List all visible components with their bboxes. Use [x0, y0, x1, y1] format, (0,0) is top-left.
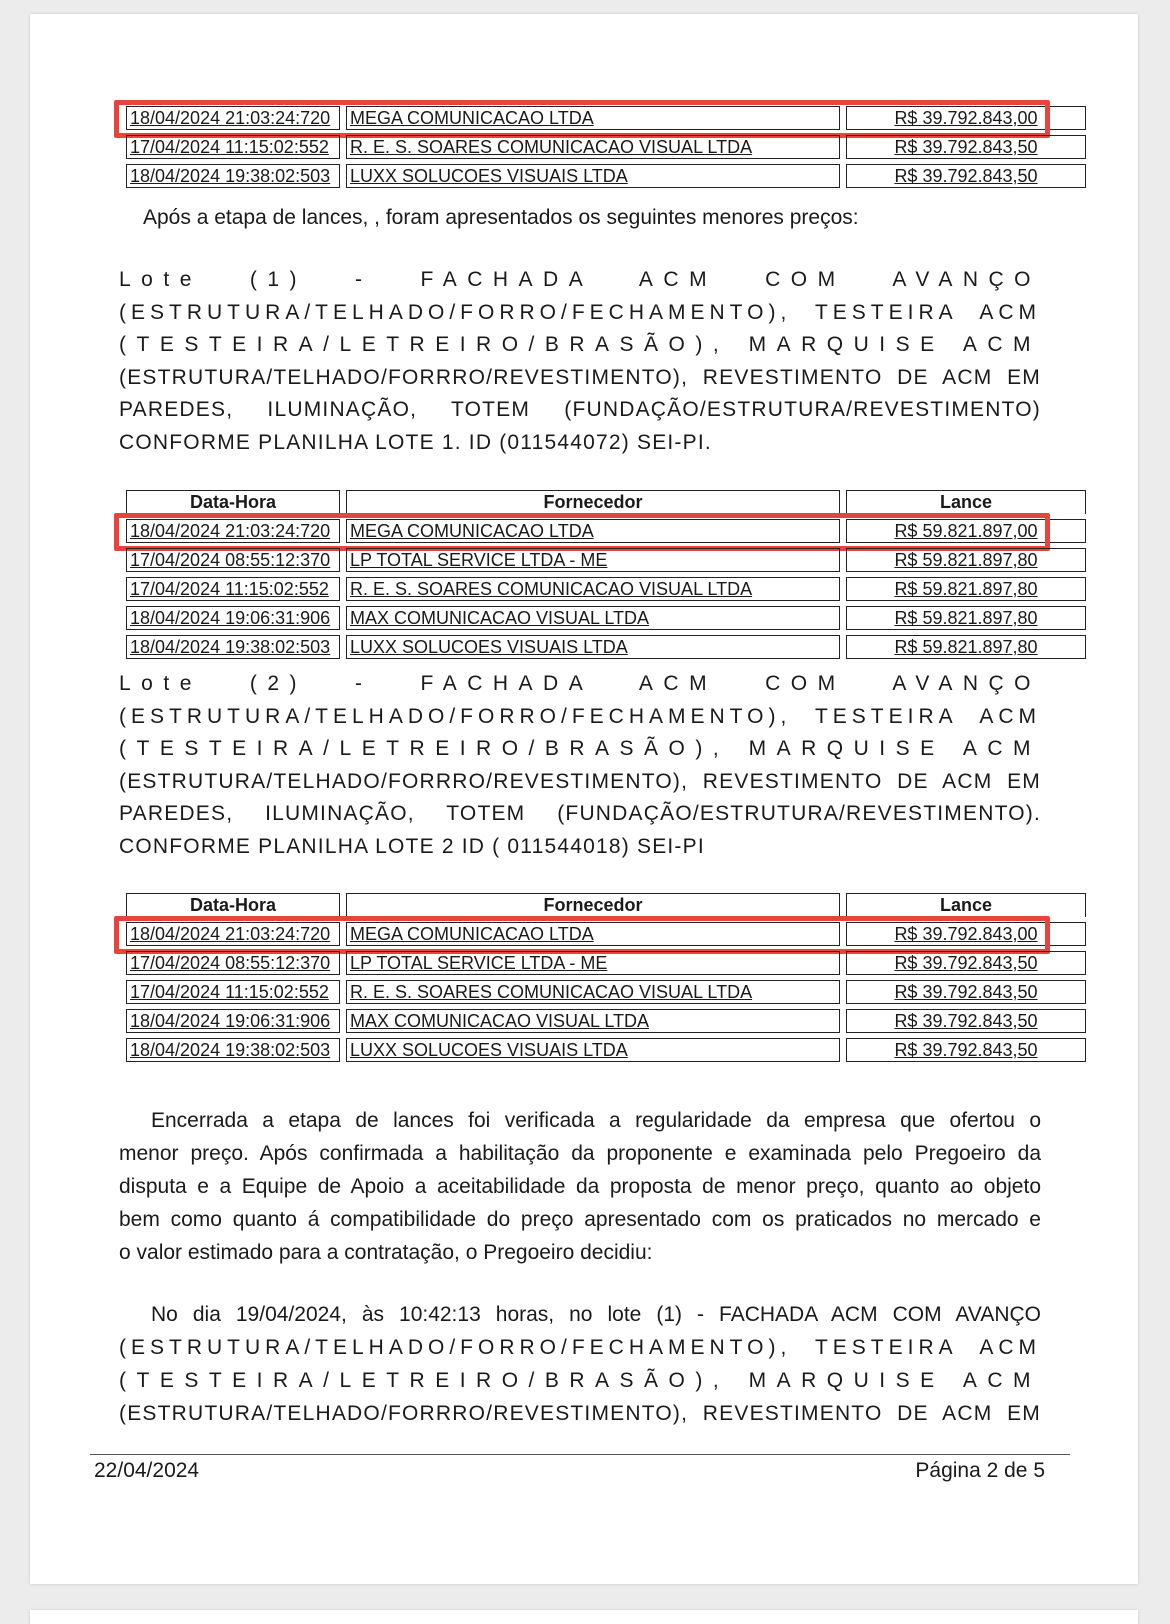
paragraph-line: (TESTEIRA/LETREIRO/BRASÃO), MARQUISE ACM [119, 1369, 1041, 1392]
cell-lance: R$ 59.821.897,80 [846, 635, 1086, 659]
cell-lance: R$ 39.792.843,00 [846, 922, 1086, 946]
bid-table-top [126, 106, 1086, 193]
cell-data-hora: 18/04/2024 21:03:24:720 [126, 922, 340, 946]
page-number: Página 2 de 5 [915, 1459, 1045, 1482]
cell-data-hora: 18/04/2024 21:03:24:720 [126, 519, 340, 543]
lote1-line: (TESTEIRA/LETREIRO/BRASÃO), MARQUISE ACM [119, 333, 1041, 356]
intro-paragraph [143, 201, 1170, 234]
paragraph-line: disputa e a Equipe de Apoio a aceitabilidade da proposta de menor preço, quanto ao objeto [119, 1175, 1041, 1198]
decisao-paragraph [119, 1298, 1041, 1430]
cell-fornecedor: LP TOTAL SERVICE LTDA - ME [346, 951, 840, 975]
cell-lance: R$ 59.821.897,80 [846, 548, 1086, 572]
cell-fornecedor: MEGA COMUNICACAO LTDA [346, 922, 840, 946]
footer-rule [90, 1454, 1070, 1455]
cell-lance: R$ 39.792.843,50 [846, 1009, 1086, 1033]
next-page-edge [30, 1610, 1138, 1624]
table-row [126, 1009, 1086, 1038]
table-row [126, 548, 1086, 577]
cell-fornecedor: LUXX SOLUCOES VISUAIS LTDA [346, 1038, 840, 1062]
lote1-line: Lote (1) - FACHADA ACM COM AVANÇO [119, 268, 1041, 291]
lote1-line: (ESTRUTURA/TELHADO/FORRO/FECHAMENTO), TESTEIRA ACM [119, 300, 1041, 324]
table-row [126, 922, 1086, 951]
cell-data-hora: 18/04/2024 19:06:31:906 [126, 1009, 340, 1033]
cell-data-hora: 18/04/2024 21:03:24:720 [126, 106, 340, 130]
cell-fornecedor: MAX COMUNICACAO VISUAL LTDA [346, 606, 840, 630]
table-row [126, 951, 1086, 980]
cell-fornecedor: MAX COMUNICACAO VISUAL LTDA [346, 1009, 840, 1033]
encerrada-paragraph [119, 1104, 1041, 1269]
cell-lance: R$ 39.792.843,50 [846, 951, 1086, 975]
table-row [126, 1038, 1086, 1067]
lote2-line: PAREDES, ILUMINAÇÃO, TOTEM (FUNDAÇÃO/ESTRUTURA/REVESTIMENTO). [119, 802, 1041, 825]
lote2-line: Lote (2) - FACHADA ACM COM AVANÇO [119, 672, 1041, 695]
document-page [30, 14, 1138, 1584]
table-row [126, 135, 1086, 164]
header-fornecedor: Fornecedor [346, 490, 840, 514]
cell-fornecedor: MEGA COMUNICACAO LTDA [346, 519, 840, 543]
table-row [126, 519, 1086, 548]
cell-data-hora: 18/04/2024 19:06:31:906 [126, 606, 340, 630]
cell-fornecedor: LUXX SOLUCOES VISUAIS LTDA [346, 164, 840, 188]
cell-data-hora: 18/04/2024 19:38:02:503 [126, 1038, 340, 1062]
paragraph-line: menor preço. Após confirmada a habilitação da proponente e examinada pelo Pregoeiro da [119, 1142, 1041, 1165]
intro-text: Após a etapa de lances, , foram apresentados os seguintes menores preços: [143, 206, 859, 229]
cell-fornecedor: R. E. S. SOARES COMUNICACAO VISUAL LTDA [346, 980, 840, 1004]
paragraph-line: bem como quanto á compatibilidade do preço apresentado com os praticados no mercado e [119, 1208, 1041, 1231]
table-header-row [126, 490, 1086, 519]
cell-lance: R$ 39.792.843,50 [846, 980, 1086, 1004]
cell-data-hora: 17/04/2024 08:55:12:370 [126, 951, 340, 975]
paragraph-line: (ESTRUTURA/TELHADO/FORRRO/REVESTIMENTO), REVESTIMENTO DE ACM EM [119, 1402, 1041, 1425]
cell-fornecedor: LP TOTAL SERVICE LTDA - ME [346, 548, 840, 572]
header-data-hora: Data-Hora [126, 893, 340, 917]
table-row [126, 106, 1086, 135]
cell-data-hora: 17/04/2024 11:15:02:552 [126, 980, 340, 1004]
lote1-line: (ESTRUTURA/TELHADO/FORRRO/REVESTIMENTO), REVESTIMENTO DE ACM EM [119, 365, 1041, 389]
cell-lance: R$ 39.792.843,50 [846, 1038, 1086, 1062]
table-row [126, 606, 1086, 635]
paragraph-line: (ESTRUTURA/TELHADO/FORRO/FECHAMENTO), TESTEIRA ACM [119, 1336, 1041, 1359]
header-data-hora: Data-Hora [126, 490, 340, 514]
cell-lance: R$ 39.792.843,00 [846, 106, 1086, 130]
cell-fornecedor: MEGA COMUNICACAO LTDA [346, 106, 840, 130]
page-content [30, 14, 1138, 1584]
paragraph-line: Encerrada a etapa de lances foi verificada a regularidade da empresa que ofertou o [151, 1109, 1041, 1132]
lote1-line: CONFORME PLANILHA LOTE 1. ID (011544072) SEI-PI. [119, 430, 712, 454]
bid-table-lote2 [126, 893, 1086, 1067]
table-row [126, 164, 1086, 193]
cell-fornecedor: R. E. S. SOARES COMUNICACAO VISUAL LTDA [346, 577, 840, 601]
lote2-line: CONFORME PLANILHA LOTE 2 ID ( 011544018) SEI-PI [119, 834, 705, 858]
bid-table-lote1 [126, 490, 1086, 664]
header-fornecedor: Fornecedor [346, 893, 840, 917]
lote2-line: (TESTEIRA/LETREIRO/BRASÃO), MARQUISE ACM [119, 737, 1041, 760]
lote1-line: PAREDES, ILUMINAÇÃO, TOTEM (FUNDAÇÃO/ESTRUTURA/REVESTIMENTO) [119, 398, 1041, 421]
cell-lance: R$ 59.821.897,80 [846, 606, 1086, 630]
lote2-line: (ESTRUTURA/TELHADO/FORRRO/REVESTIMENTO), REVESTIMENTO DE ACM EM [119, 769, 1041, 793]
paragraph-line: o valor estimado para a contratação, o Pregoeiro decidiu: [119, 1241, 653, 1264]
lote2-description [119, 668, 1041, 863]
cell-fornecedor: R. E. S. SOARES COMUNICACAO VISUAL LTDA [346, 135, 840, 159]
header-lance: Lance [846, 893, 1086, 917]
table-row [126, 980, 1086, 1009]
cell-lance: R$ 39.792.843,50 [846, 164, 1086, 188]
cell-data-hora: 17/04/2024 11:15:02:552 [126, 135, 340, 159]
cell-lance: R$ 39.792.843,50 [846, 135, 1086, 159]
header-lance: Lance [846, 490, 1086, 514]
paragraph-line: No dia 19/04/2024, às 10:42:13 horas, no lote (1) - FACHADA ACM COM AVANÇO [151, 1303, 1041, 1326]
cell-lance: R$ 59.821.897,00 [846, 519, 1086, 543]
lote2-line: (ESTRUTURA/TELHADO/FORRO/FECHAMENTO), TESTEIRA ACM [119, 704, 1041, 728]
cell-lance: R$ 59.821.897,80 [846, 577, 1086, 601]
lote1-description [119, 264, 1041, 459]
table-row [126, 635, 1086, 664]
table-row [126, 577, 1086, 606]
cell-fornecedor: LUXX SOLUCOES VISUAIS LTDA [346, 635, 840, 659]
footer-date: 22/04/2024 [94, 1459, 200, 1482]
table-header-row [126, 893, 1086, 922]
cell-data-hora: 18/04/2024 19:38:02:503 [126, 635, 340, 659]
cell-data-hora: 18/04/2024 19:38:02:503 [126, 164, 340, 188]
cell-data-hora: 17/04/2024 11:15:02:552 [126, 577, 340, 601]
cell-data-hora: 17/04/2024 08:55:12:370 [126, 548, 340, 572]
